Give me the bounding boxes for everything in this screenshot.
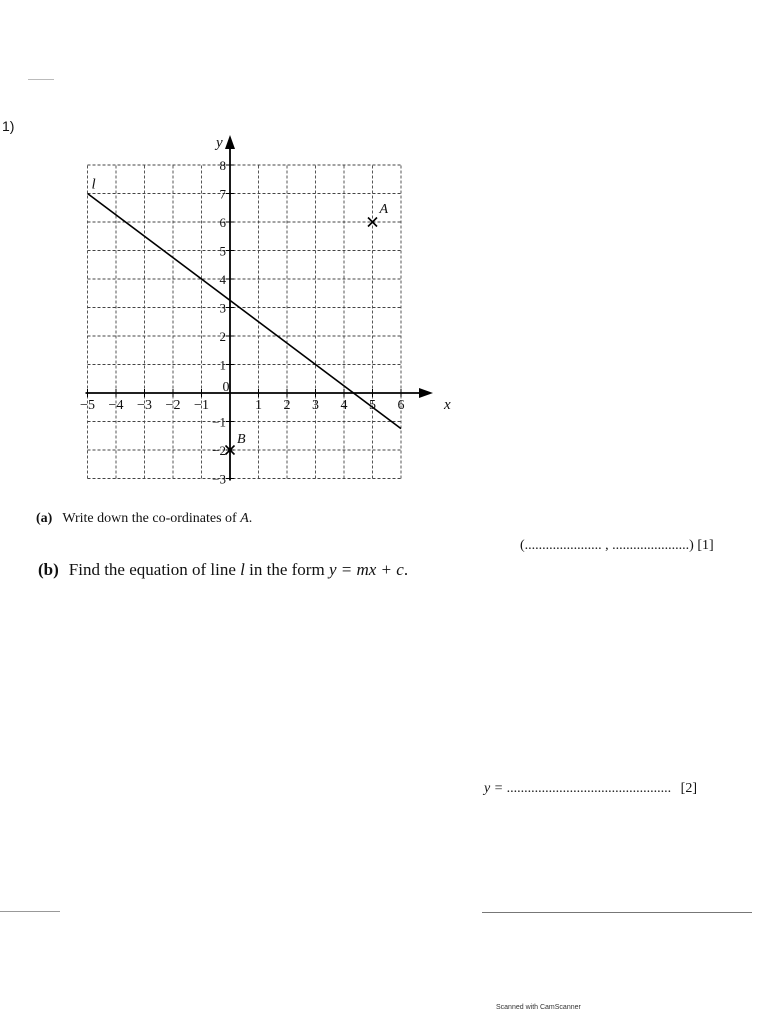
answer-a-dots-y: ...................... (612, 538, 690, 553)
y-tick-label: −3 (212, 471, 226, 487)
x-tick-label: −2 (165, 398, 181, 413)
y-tick-label: 5 (219, 243, 226, 259)
answer-b-dots: ............................................... (506, 781, 672, 796)
question-part-a (36, 511, 252, 527)
y-axis-arrow (225, 135, 235, 149)
part-a-variable: A (240, 511, 249, 526)
y-tick-label: −1 (212, 414, 226, 430)
part-b-formula: y = mx + c (328, 560, 404, 579)
marks-layer (88, 194, 402, 455)
part-b-text-mid: in the form (249, 560, 325, 579)
coordinate-graph (60, 118, 460, 487)
y-tick-label: 7 (219, 186, 226, 202)
y-tick-label: 3 (219, 300, 226, 316)
point-a-label: A (379, 202, 389, 217)
x-tick-label: −3 (137, 398, 152, 413)
x-tick-label: −4 (108, 398, 124, 413)
scan-edge-bottom-left (0, 911, 60, 912)
part-b-period: . (403, 560, 409, 579)
x-tick-label: 3 (312, 398, 319, 413)
graph-svg (60, 118, 460, 487)
labels-layer (80, 135, 451, 487)
answer-b-prefix: y = (484, 781, 504, 796)
scanner-watermark: Scanned with CamScanner (496, 1004, 581, 1011)
answer-a-open: ( (520, 538, 525, 553)
x-tick-label: −1 (194, 398, 209, 413)
question-part-b (38, 560, 408, 580)
answer-line-b[interactable] (484, 781, 697, 797)
part-a-period: . (248, 511, 253, 526)
x-tick-label: 2 (283, 398, 291, 413)
x-tick-label: 1 (255, 398, 262, 413)
part-a-text: Write down the co-ordinates of (62, 511, 237, 526)
part-b-variable: l (240, 560, 245, 579)
y-tick-label: −2 (212, 443, 226, 458)
y-axis-label: y (216, 135, 223, 151)
y-tick-label: 6 (219, 215, 226, 230)
answer-a-separator: , (605, 538, 609, 553)
point-b-label: B (237, 432, 246, 447)
answer-a-dots-x: ...................... (524, 538, 602, 553)
x-tick-label: 4 (340, 398, 348, 413)
x-tick-label: 5 (369, 398, 376, 413)
part-b-label: (b) (38, 560, 59, 579)
y-tick-label: 4 (219, 272, 226, 287)
line-l-label: l (91, 176, 96, 193)
part-a-label: (a) (36, 511, 53, 526)
y-tick-label: 2 (219, 329, 226, 344)
question-number: 1) (2, 118, 15, 134)
scan-edge-bottom-right (482, 912, 752, 913)
scan-edge-top (28, 79, 54, 80)
part-b-text: Find the equation of line (68, 560, 236, 579)
x-axis-label: x (444, 397, 451, 413)
x-tick-label: −5 (80, 398, 95, 413)
x-tick-label: 6 (397, 398, 405, 413)
y-tick-label: 1 (219, 357, 226, 373)
answer-b-marks: [2] (680, 781, 697, 796)
x-tick-label: 0 (222, 380, 230, 395)
x-axis-arrow (419, 388, 433, 398)
answer-line-a[interactable] (520, 538, 714, 554)
answer-a-close: ) (689, 538, 694, 553)
y-tick-label: 8 (219, 158, 226, 173)
answer-a-marks: [1] (697, 538, 714, 553)
